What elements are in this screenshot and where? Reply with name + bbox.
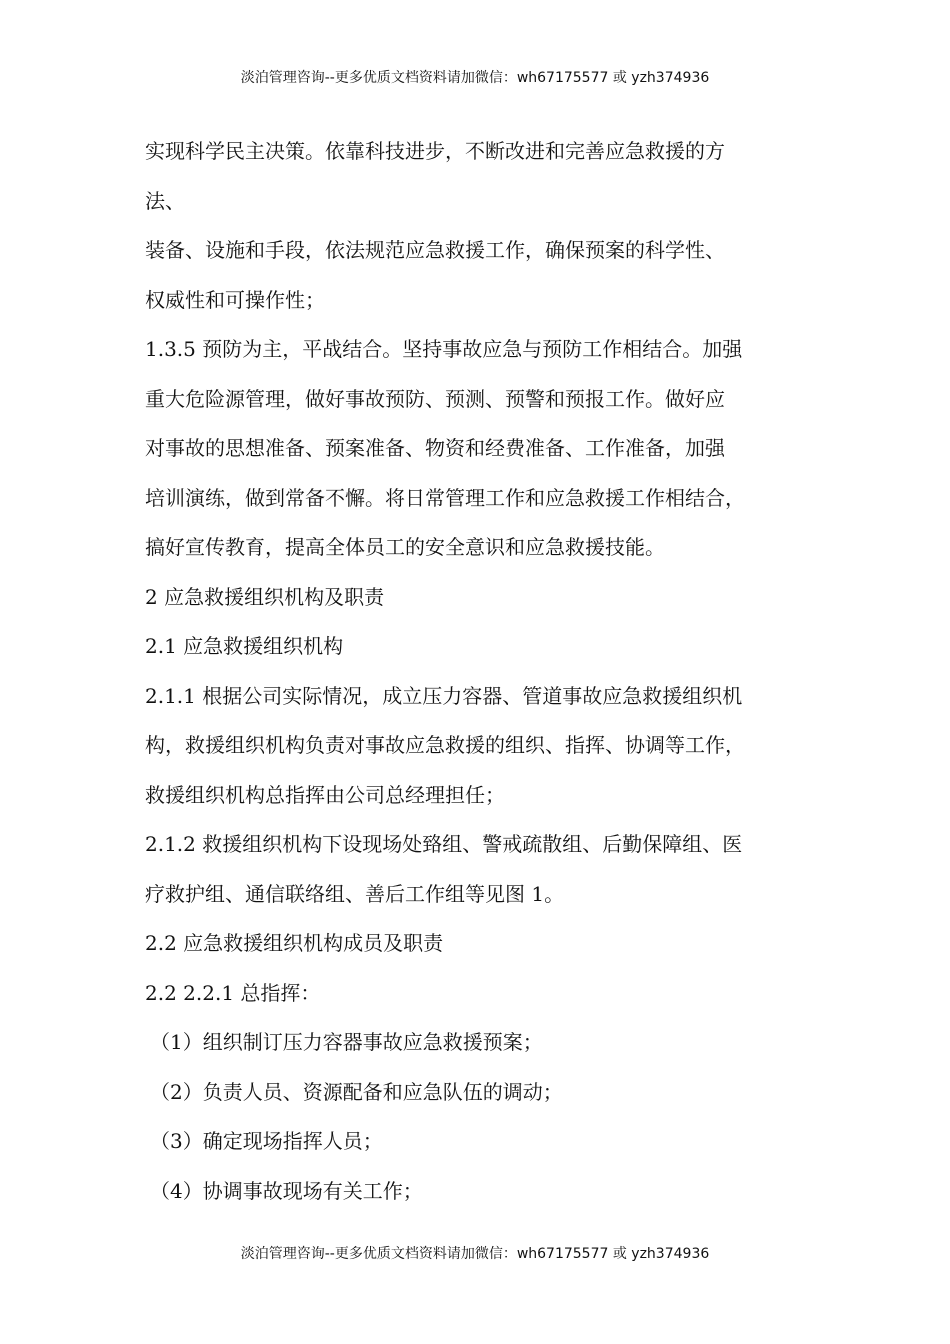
body-line: 装备、设施和手段，依法规范应急救援工作，确保预案的科学性、 xyxy=(145,238,725,262)
list-item: （3）确定现场指挥人员； xyxy=(150,1129,383,1153)
section-1-3-5: 1.3.5 预防为主，平战结合。坚持事故应急与预防工作相结合。加强 xyxy=(145,337,743,361)
page-header: 淡泊管理咨询--更多优质文档资料请加微信：wh67175577 或 yzh374936 xyxy=(240,70,710,86)
body-line: 搞好宣传教育，提高全体员工的安全意识和应急救援技能。 xyxy=(145,535,665,559)
section-2-1-1: 2.1.1 根据公司实际情况，成立压力容器、管道事故应急救援组织机 xyxy=(145,683,743,708)
body-line: 对事故的思想准备、预案准备、物资和经费准备、工作准备，加强 xyxy=(145,436,725,460)
list-item: （4）协调事故现场有关工作； xyxy=(150,1178,423,1203)
body-line: 疗救护组、通信联络组、善后工作组等见图 1。 xyxy=(145,881,565,906)
body-line: 救援组织机构总指挥由公司总经理担任； xyxy=(145,782,505,807)
section-2-1-2: 2.1.2 救援组织机构下设现场处臵组、警戒疏散组、后勤保障组、医 xyxy=(145,832,743,856)
document-body xyxy=(145,127,835,1216)
body-line: 培训演练，做到常备不懈。将日常管理工作和应急救援工作相结合， xyxy=(145,485,745,510)
body-line: 构，救援组织机构负责对事故应急救援的组织、指挥、协调等工作， xyxy=(145,733,745,757)
page-footer: 淡泊管理咨询--更多优质文档资料请加微信：wh67175577 或 yzh374936 xyxy=(240,1246,710,1262)
section-heading-2: 2 应急救援组织机构及职责 xyxy=(145,584,385,609)
section-heading-2-2: 2.2 应急救援组织机构成员及职责 xyxy=(145,931,444,955)
body-line: 法、 xyxy=(145,188,185,213)
list-item: （1）组织制订压力容器事故应急救援预案； xyxy=(150,1030,543,1054)
body-line: 实现科学民主决策。依靠科技进步，不断改进和完善应急救援的方 xyxy=(145,139,725,163)
section-heading-2-1: 2.1 应急救援组织机构 xyxy=(145,634,344,658)
list-item: （2）负责人员、资源配备和应急队伍的调动； xyxy=(150,1079,563,1104)
body-line: 重大危险源管理，做好事故预防、预测、预警和预报工作。做好应 xyxy=(145,386,725,411)
body-line: 权威性和可操作性； xyxy=(145,287,325,312)
section-2-2-1: 2.2 2.2.1 总指挥： xyxy=(145,980,321,1005)
